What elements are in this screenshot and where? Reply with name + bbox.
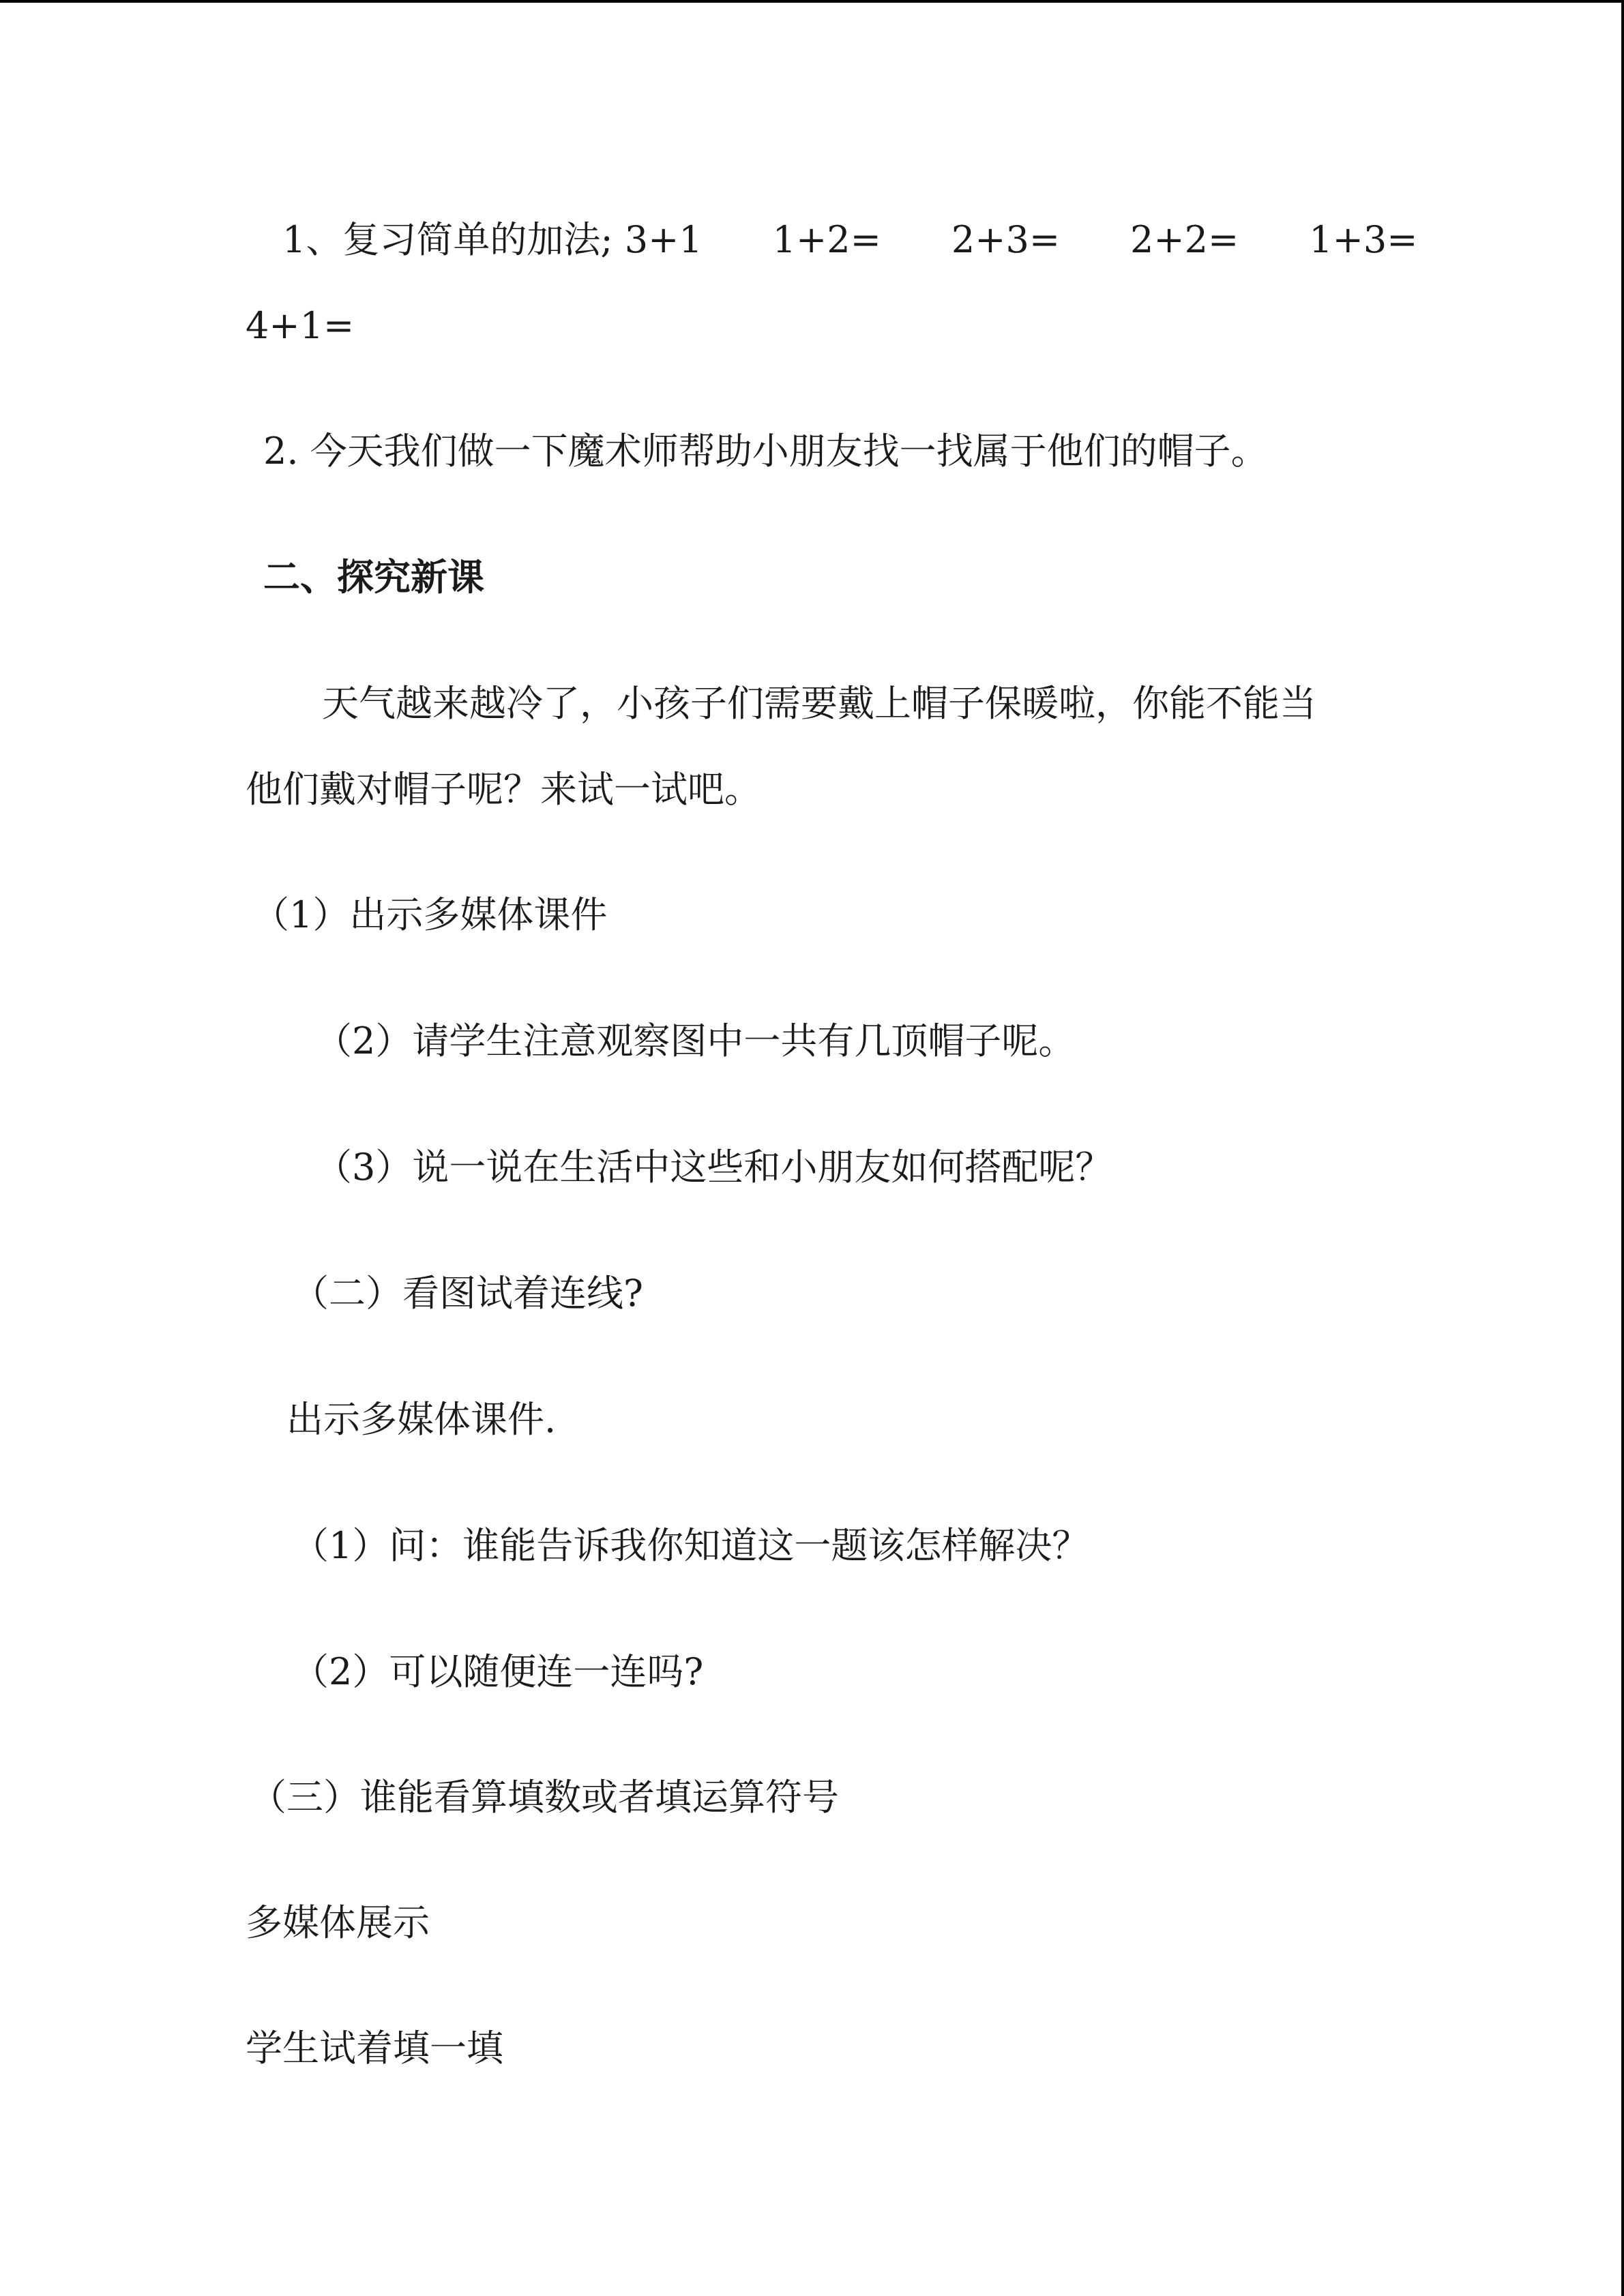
magician-hat-intro: 2. 今天我们做一下魔术师帮助小朋友找一找属于他们的帽子。: [263, 430, 1268, 473]
subsection-3-fill-numbers: （三）谁能看算填数或者填运算符号: [250, 1776, 839, 1819]
review-addition-continued: 4+1=: [246, 304, 355, 347]
section-heading-explore-new-lesson: 二、探究新课: [263, 555, 484, 599]
question-2-connect-randomly: （2）可以随便连一连吗?: [292, 1650, 704, 1693]
page-right-border: [1621, 0, 1624, 2296]
page-top-border: [0, 0, 1624, 3]
weather-paragraph-line-2: 他们戴对帽子呢？来试一试吧。: [246, 768, 761, 811]
students-try-fill-line: 学生试着填一填: [246, 2027, 503, 2070]
show-courseware-line: 出示多媒体课件.: [286, 1398, 557, 1441]
question-1-how-to-solve: （1）问：谁能告诉我你知道这一题该怎样解决？: [292, 1524, 1089, 1567]
step-2-observe-hats: （2）请学生注意观察图中一共有几顶帽子呢。: [315, 1019, 1076, 1062]
weather-paragraph-line-1: 天气越来越冷了，小孩子们需要戴上帽子保暖啦，你能不能当: [322, 682, 1316, 725]
review-addition-line: 1、复习简单的加法; 3+1 1+2= 2+3= 2+2= 1+3=: [282, 218, 1418, 261]
step-1-show-courseware: （1）出示多媒体课件: [252, 893, 608, 936]
subsection-2-connect-lines: （二）看图试着连线?: [292, 1272, 643, 1315]
step-3-discuss-matching: （3）说一说在生活中这些和小朋友如何搭配呢？: [315, 1146, 1112, 1189]
multimedia-display-line: 多媒体展示: [246, 1901, 430, 1944]
